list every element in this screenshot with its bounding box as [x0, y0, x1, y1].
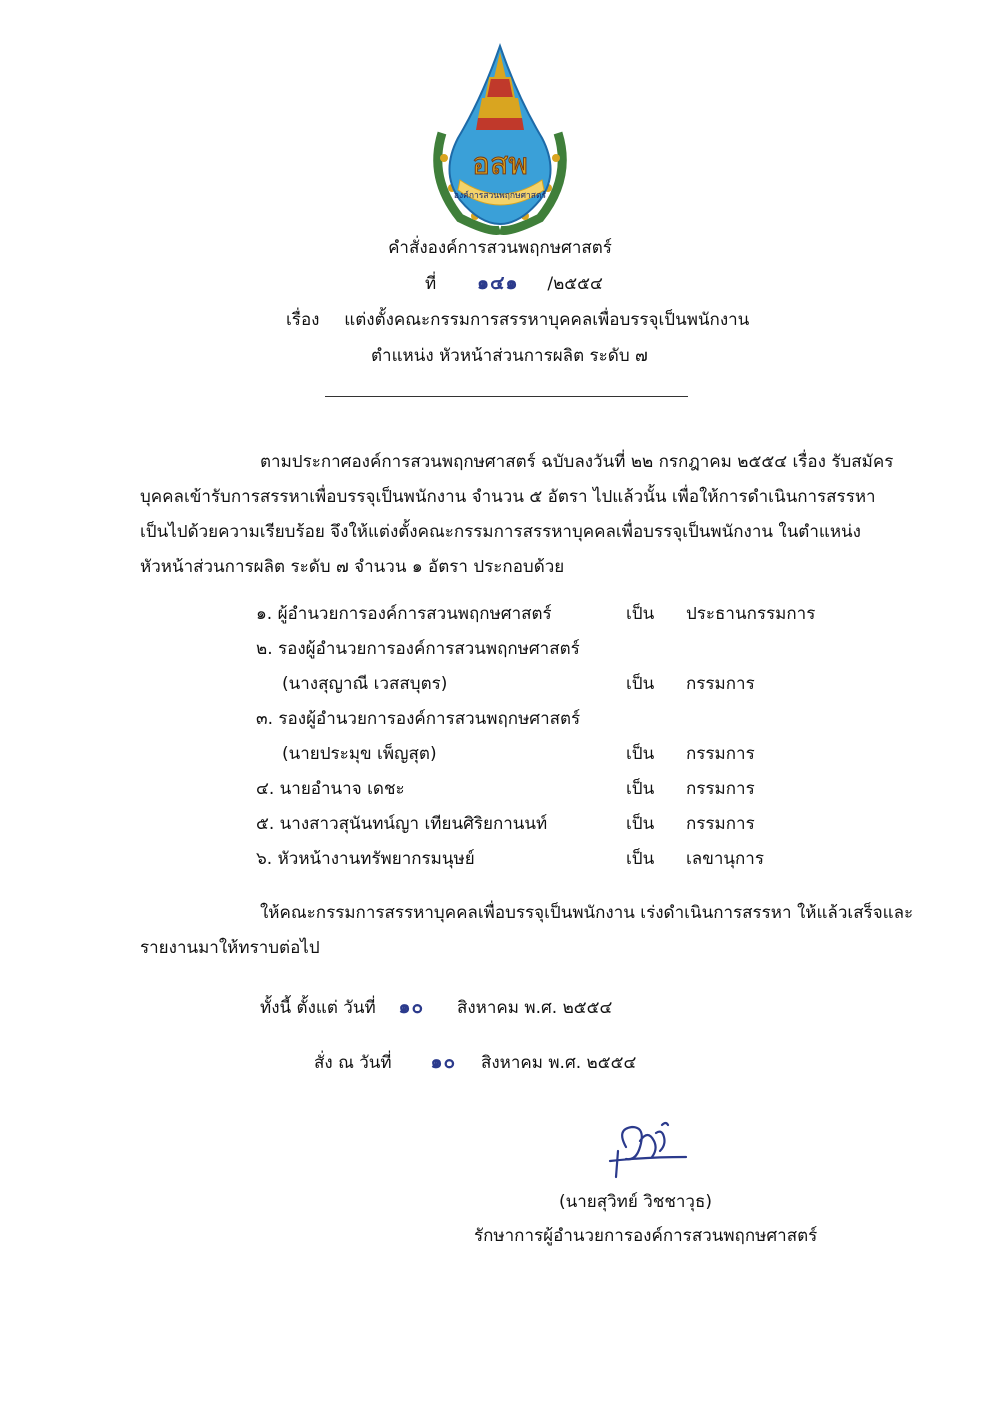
order-title: คำสั่งองค์การสวนพฤกษศาสตร์ [388, 238, 612, 258]
member-name: ๔. นายอำนาจ เดชะ [256, 779, 405, 799]
body-paragraph-1 [140, 445, 910, 585]
order-number: ๑๔๑ [477, 272, 519, 294]
paragraph-line: ให้คณะกรรมการสรรหาบุคคลเพื่อบรรจุเป็นพนักงาน เร่งดำเนินการสรรหา ให้แล้วเสร็จและ [260, 903, 914, 923]
order-number-year: /๒๕๕๔ [547, 274, 603, 294]
member-name: ๕. นางสาวสุนันทน์ญา เทียนศิริยกานนท์ [256, 814, 548, 834]
member-role: กรรมการ [686, 814, 755, 834]
member-personal-name: (นายประมุข เพ็ญสุต) [282, 744, 437, 764]
header-divider [325, 396, 688, 397]
member-is: เป็น [626, 674, 655, 694]
effective-date-line [260, 992, 612, 1022]
subject-label: เรื่อง [286, 310, 320, 330]
committee-member [256, 600, 906, 635]
member-name: ๑. ผู้อำนวยการองค์การสวนพฤกษศาสตร์ [256, 604, 552, 624]
paragraph-line: บุคคลเข้ารับการสรรหาเพื่อบรรจุเป็นพนักงาน จำนวน ๕ อัตรา ไปแล้วนั้น เพื่อให้การดำเนินการสรรหา [140, 487, 876, 507]
paragraph-line: เป็นไปด้วยความเรียบร้อย จึงให้แต่งตั้งคณะกรรมการสรรหาบุคคลเพื่อบรรจุเป็นพนักงาน ในตำแหน่ง [140, 522, 861, 542]
member-personal-name: (นางสุญาณี เวสสบุตร) [282, 674, 448, 694]
signer-name: (นายสุวิทย์ วิชชาวุธ) [559, 1192, 712, 1212]
effective-day: ๑๐ [398, 996, 425, 1018]
member-is: เป็น [626, 744, 655, 764]
committee-member [256, 810, 906, 845]
effective-month-year: สิงหาคม พ.ศ. ๒๕๕๔ [456, 998, 613, 1018]
svg-text:อสพ: อสพ [471, 147, 529, 182]
committee-member [256, 845, 906, 880]
member-role: กรรมการ [686, 674, 755, 694]
ordered-month-year: สิงหาคม พ.ศ. ๒๕๕๔ [480, 1053, 637, 1073]
paragraph-line: หัวหน้าส่วนการผลิต ระดับ ๗ จำนวน ๑ อัตรา ประกอบด้วย [140, 557, 565, 577]
ordered-day: ๑๐ [430, 1051, 457, 1073]
ordered-date-prefix: สั่ง ณ วันที่ [314, 1053, 392, 1073]
order-number-line [425, 268, 603, 298]
member-name: ๓. รองผู้อำนวยการองค์การสวนพฤกษศาสตร์ [256, 709, 581, 729]
member-role: กรรมการ [686, 744, 755, 764]
committee-member-detail [256, 670, 906, 705]
organization-emblem-logo [420, 38, 580, 238]
signer-position: รักษาการผู้อำนวยการองค์การสวนพฤกษศาสตร์ [474, 1226, 818, 1246]
svg-text:องค์การสวนพฤกษศาสตร์: องค์การสวนพฤกษศาสตร์ [453, 191, 547, 201]
member-role: ประธานกรรมการ [686, 604, 816, 624]
committee-member [256, 705, 906, 740]
member-is: เป็น [626, 779, 655, 799]
ordered-date-line [314, 1047, 636, 1077]
subject-text-1: แต่งตั้งคณะกรรมการสรรหาบุคคลเพื่อบรรจุเป็นพนักงาน [344, 310, 750, 330]
order-number-prefix: ที่ [425, 274, 437, 294]
committee-member-detail [256, 740, 906, 775]
effective-date-prefix: ทั้งนี้ ตั้งแต่ วันที่ [260, 998, 376, 1018]
handwritten-signature [596, 1117, 692, 1181]
subject-line-1 [286, 306, 749, 333]
member-is: เป็น [626, 849, 655, 869]
member-role: เลขานุการ [686, 849, 764, 869]
subject-line-2: ตำแหน่ง หัวหน้าส่วนการผลิต ระดับ ๗ [371, 346, 648, 366]
member-is: เป็น [626, 814, 655, 834]
member-name: ๖. หัวหน้างานทรัพยากรมนุษย์ [256, 849, 475, 869]
paragraph-line: รายงานมาให้ทราบต่อไป [140, 938, 320, 958]
member-name: ๒. รองผู้อำนวยการองค์การสวนพฤกษศาสตร์ [256, 639, 580, 659]
member-role: กรรมการ [686, 779, 755, 799]
committee-member [256, 635, 906, 670]
body-paragraph-2 [140, 896, 914, 966]
paragraph-line: ตามประกาศองค์การสวนพฤกษศาสตร์ ฉบับลงวันที่ ๒๒ กรกฎาคม ๒๕๕๔ เรื่อง รับสมัคร [260, 452, 894, 472]
member-is: เป็น [626, 604, 655, 624]
committee-member [256, 775, 906, 810]
